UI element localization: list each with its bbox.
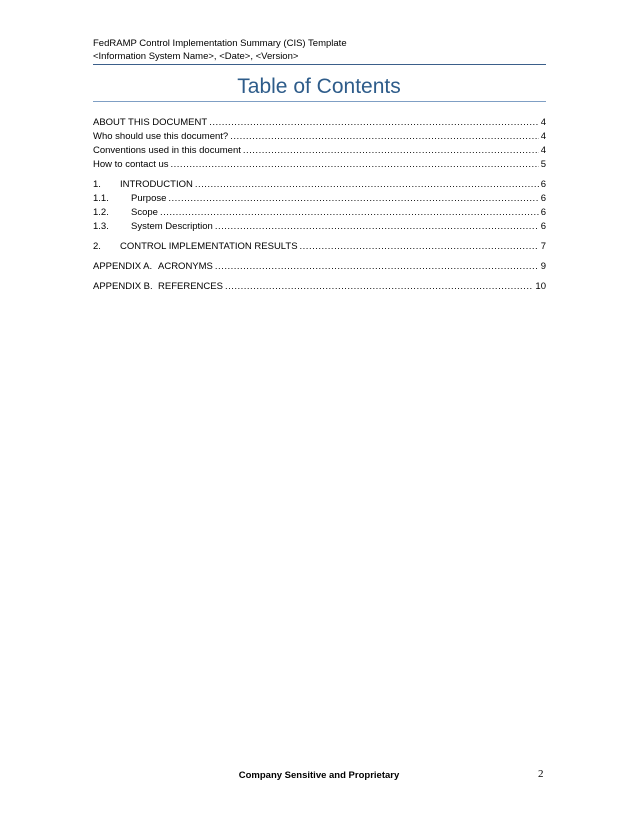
toc-entry-conventions[interactable]: [93, 144, 546, 158]
title-divider: [93, 101, 546, 102]
toc-entry-label: Purpose: [131, 193, 167, 204]
toc-entry-label: INTRODUCTION: [120, 179, 193, 190]
toc-entry-label: Scope: [131, 207, 158, 218]
toc-entry-page: 9: [540, 261, 546, 272]
toc-entry-scope[interactable]: [93, 206, 546, 220]
toc-entry-about[interactable]: [93, 116, 546, 130]
toc-entry-label: CONTROL IMPLEMENTATION RESULTS: [120, 241, 298, 252]
toc-entry-appendix-b[interactable]: [93, 280, 546, 294]
header-divider: [93, 64, 546, 65]
toc-leader-dots: [195, 178, 539, 192]
toc-entry-label: How to contact us: [93, 159, 169, 170]
toc-entry-label: ABOUT THIS DOCUMENT: [93, 117, 208, 128]
toc-entry-number: APPENDIX B.: [93, 281, 153, 292]
toc-entry-page: 4: [540, 131, 546, 142]
toc-entry-label: REFERENCES: [158, 281, 223, 292]
toc-entry-page: 6: [540, 221, 546, 232]
toc-leader-dots: [168, 192, 538, 206]
toc-entry-page: 5: [540, 159, 546, 170]
toc-entry-appendix-a[interactable]: [93, 260, 546, 274]
toc-entry-control-implementation[interactable]: [93, 240, 546, 254]
toc-entry-page: 6: [540, 179, 546, 190]
toc-leader-dots: [171, 158, 539, 172]
toc-leader-dots: [215, 260, 539, 274]
toc-entry-number: 1.1.: [93, 193, 109, 204]
toc-leader-dots: [209, 116, 539, 130]
toc-title: Table of Contents: [237, 75, 401, 98]
toc-leader-dots: [160, 206, 539, 220]
toc-leader-dots: [225, 280, 533, 294]
page-header: [93, 38, 546, 63]
header-system-info: <Information System Name>, <Date>, <Version>: [93, 50, 299, 62]
table-of-contents: [93, 116, 546, 294]
header-doc-title: FedRAMP Control Implementation Summary (CIS) Template: [93, 38, 347, 49]
footer-confidentiality-label: Company Sensitive and Proprietary: [238, 770, 400, 781]
toc-entry-page: 4: [540, 117, 546, 128]
toc-entry-contact[interactable]: [93, 158, 546, 172]
toc-entry-label: System Description: [131, 221, 213, 232]
toc-entry-label: Conventions used in this document: [93, 145, 241, 156]
toc-entry-number: 2.: [93, 241, 101, 252]
toc-entry-introduction[interactable]: [93, 178, 546, 192]
toc-entry-page: 4: [540, 145, 546, 156]
toc-entry-who-should-use[interactable]: [93, 130, 546, 144]
toc-entry-number: 1.: [93, 179, 101, 190]
toc-entry-number: APPENDIX A.: [93, 261, 153, 272]
toc-leader-dots: [215, 220, 539, 234]
toc-entry-number: 1.2.: [93, 207, 109, 218]
toc-entry-label: Who should use this document?: [93, 131, 229, 142]
footer-page-number: 2: [538, 768, 544, 780]
toc-leader-dots: [300, 240, 539, 254]
toc-entry-system-description[interactable]: [93, 220, 546, 234]
toc-entry-page: 6: [540, 193, 546, 204]
toc-entry-purpose[interactable]: [93, 192, 546, 206]
toc-entry-page: 10: [535, 281, 546, 292]
toc-entry-label: ACRONYMS: [158, 261, 213, 272]
toc-entry-page: 6: [540, 207, 546, 218]
toc-leader-dots: [243, 144, 539, 158]
toc-entry-page: 7: [540, 241, 546, 252]
toc-entry-number: 1.3.: [93, 221, 109, 232]
toc-leader-dots: [230, 130, 539, 144]
